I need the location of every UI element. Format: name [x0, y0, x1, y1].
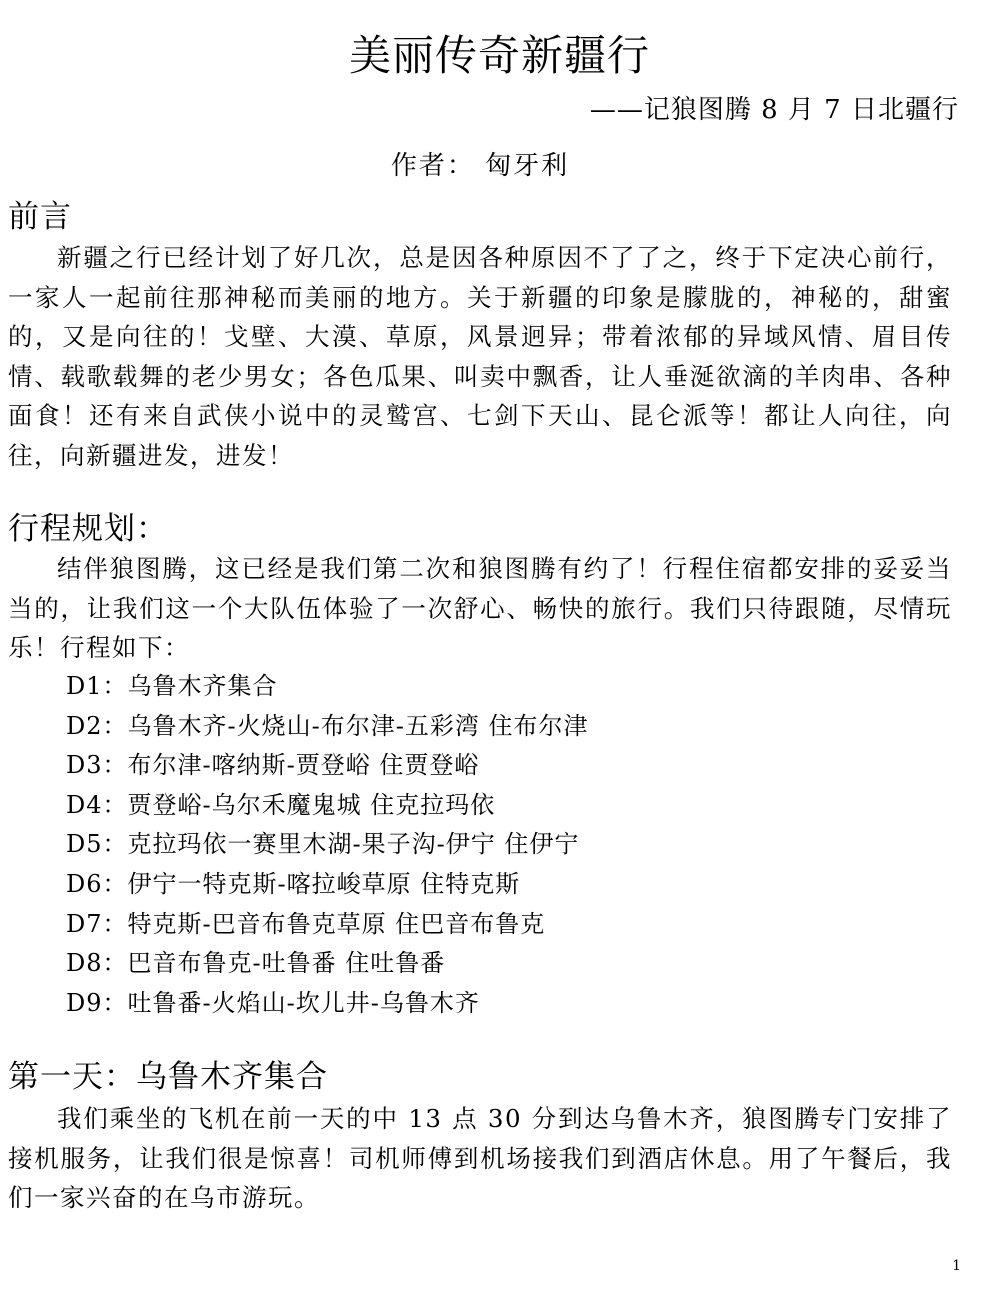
itinerary-item-d3	[66, 746, 588, 786]
itinerary-paragraph: 结伴狼图腾，这已经是我们第二次和狼图腾有约了！行程住宿都安排的妥妥当当的，让我们这一个大队伍体验了一次舒心、畅快的旅行。我们只待跟随，尽情玩乐！行程如下：	[8, 554, 952, 662]
itinerary-day-label: D8：	[66, 949, 128, 978]
itinerary-day-label: D9：	[66, 988, 128, 1017]
itinerary-route: 巴音布鲁克-吐鲁番 住吐鲁番	[127, 949, 446, 978]
preface-heading: 前言	[8, 199, 72, 235]
itinerary-item-d9	[66, 984, 588, 1024]
itinerary-day-label: D1：	[66, 672, 128, 700]
itinerary-route: 特克斯-巴音布鲁克草原 住巴音布鲁克	[127, 909, 546, 938]
itinerary-day-label: D3：	[66, 751, 128, 780]
itinerary-item-d6	[66, 865, 588, 905]
itinerary-item-d4	[66, 786, 588, 826]
itinerary-item-d2	[66, 707, 588, 747]
itinerary-item-d7	[66, 905, 588, 945]
itinerary-heading: 行程规划：	[8, 511, 168, 547]
itinerary-item-d8	[66, 944, 588, 984]
day-one-paragraph: 我们乘坐的飞机在前一天的中 13 点 30 分到达乌鲁木齐，狼图腾专门安排了接机服务，让我们很是惊喜！司机师傅到机场接我们到酒店休息。用了午餐后，我们一家兴奋的在乌市游玩。	[8, 1104, 952, 1212]
itinerary-day-label: D6：	[66, 869, 128, 898]
itinerary-route: 布尔津-喀纳斯-贾登峪 住贾登峪	[127, 751, 480, 780]
itinerary-day-label: D7：	[66, 909, 128, 938]
itinerary-item-d5	[66, 825, 588, 865]
itinerary-route: 吐鲁番-火焰山-坎儿井-乌鲁木齐	[127, 988, 480, 1017]
itinerary-day-label: D4：	[66, 790, 128, 819]
day-one-heading: 第一天：乌鲁木齐集合	[8, 1059, 328, 1095]
author-line: 作者： 匈牙利	[390, 151, 570, 181]
itinerary-route: 乌鲁木齐-火烧山-布尔津-五彩湾 住布尔津	[127, 711, 589, 740]
document-title: 美丽传奇新疆行	[348, 31, 650, 80]
itinerary-item-d1	[66, 667, 588, 707]
itinerary-route: 乌鲁木齐集合	[127, 672, 278, 700]
itinerary-route: 克拉玛依一赛里木湖-果子沟-伊宁 住伊宁	[127, 830, 580, 859]
document-subtitle: ——记狼图腾 8 月 7 日北疆行	[589, 95, 959, 125]
preface-paragraph: 新疆之行已经计划了好几次，总是因各种原因不了了之，终于下定决心前行，一家人一起前往那神秘而美丽的地方。关于新疆的印象是朦胧的，神秘的，甜蜜的，又是向往的！戈壁、大漠、草原，风景迥异；带着浓郁的异域风情、眉目传情、载歌载舞的老少男女；各色瓜果、叫卖中飘香，让人垂涎欲滴的羊肉串、各种面食！还有来自武侠小说中的灵鹫宫、七剑下天山、昆仑派等！都让人向往，向往，向新疆进发，进发！	[8, 243, 952, 470]
itinerary-route: 贾登峪-乌尔禾魔鬼城 住克拉玛依	[127, 790, 496, 819]
itinerary-day-label: D2：	[66, 711, 128, 740]
page-number: 1	[952, 1258, 961, 1274]
itinerary-day-label: D5：	[66, 830, 128, 859]
itinerary-list	[66, 667, 588, 1023]
itinerary-route: 伊宁一特克斯-喀拉峻草原 住特克斯	[127, 869, 521, 898]
